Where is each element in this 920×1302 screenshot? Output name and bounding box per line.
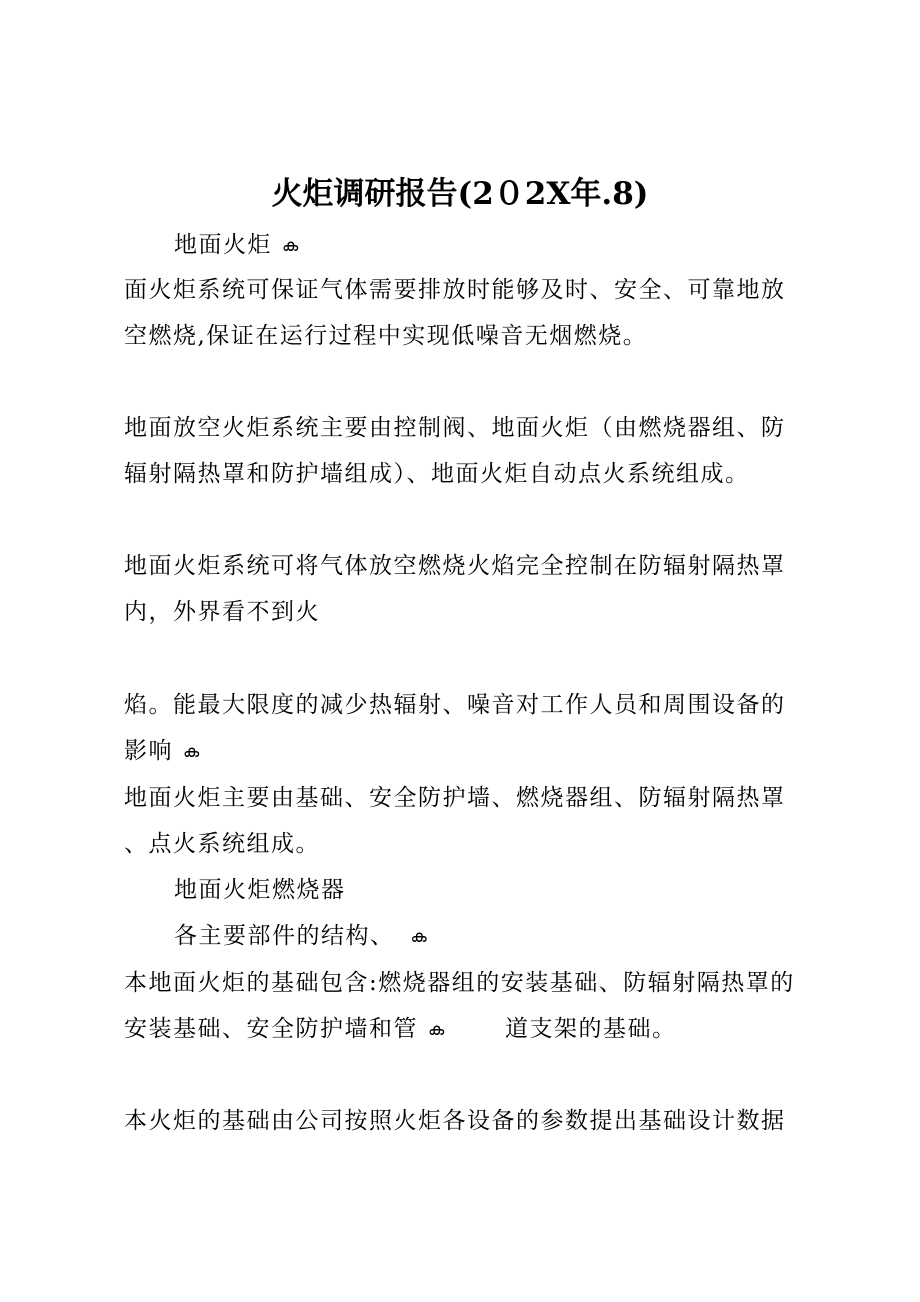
mark-glyph: ക <box>282 236 300 256</box>
paragraph-line-with-mark <box>124 732 201 765</box>
document-title: 火炬调研报告(2０2X年.8) <box>271 176 649 212</box>
text-line: 地面火炬 <box>174 232 272 258</box>
paragraph-line: 、点火系统组成。 <box>124 831 320 857</box>
paragraph-line: 空燃烧,保证在运行过程中实现低噪音无烟燃烧。 <box>124 323 648 349</box>
heading-ground-flare <box>174 226 300 259</box>
mark-glyph: ക <box>183 742 201 762</box>
paragraph-line: 面火炬系统可保证气体需要排放时能够及时、安全、可靠地放 <box>124 277 786 303</box>
heading-burner: 地面火炬燃烧器 <box>174 877 346 903</box>
heading-components <box>174 917 428 950</box>
paragraph-line: 焰。能最大限度的减少热辐射、噪音对工作人员和周围设备的 <box>124 692 786 718</box>
paragraph-line: 本火炬的基础由公司按照火炬各设备的参数提出基础设计数据 <box>124 1108 786 1134</box>
mark-glyph: ക <box>410 927 429 947</box>
paragraph-line: 地面火炬主要由基础、安全防护墙、燃烧器组、防辐射隔热罩 <box>124 785 786 811</box>
text-line: 影响 <box>124 738 173 764</box>
text-line: 各主要部件的结构、 <box>174 923 395 949</box>
mark-glyph: ക <box>428 1020 446 1040</box>
paragraph-line: 辐射隔热罩和防护墙组成）、地面火炬自动点火系统组成。 <box>124 461 750 487</box>
paragraph-line: 地面放空火炬系统主要由控制阀、地面火炬（由燃烧器组、防 <box>124 415 786 441</box>
text-line: 安装基础、安全防护墙和管 <box>124 1016 418 1042</box>
paragraph-line: 内，外界看不到火 <box>124 599 320 625</box>
paragraph-line-with-mark <box>124 1010 446 1043</box>
paragraph-line: 地面火炬系统可将气体放空燃烧火焰完全控制在防辐射隔热罩 <box>124 553 786 579</box>
paragraph-line: 本地面火炬的基础包含:燃烧器组的安装基础、防辐射隔热罩的 <box>124 970 795 996</box>
paragraph-line: 道支架的基础。 <box>505 1016 677 1042</box>
